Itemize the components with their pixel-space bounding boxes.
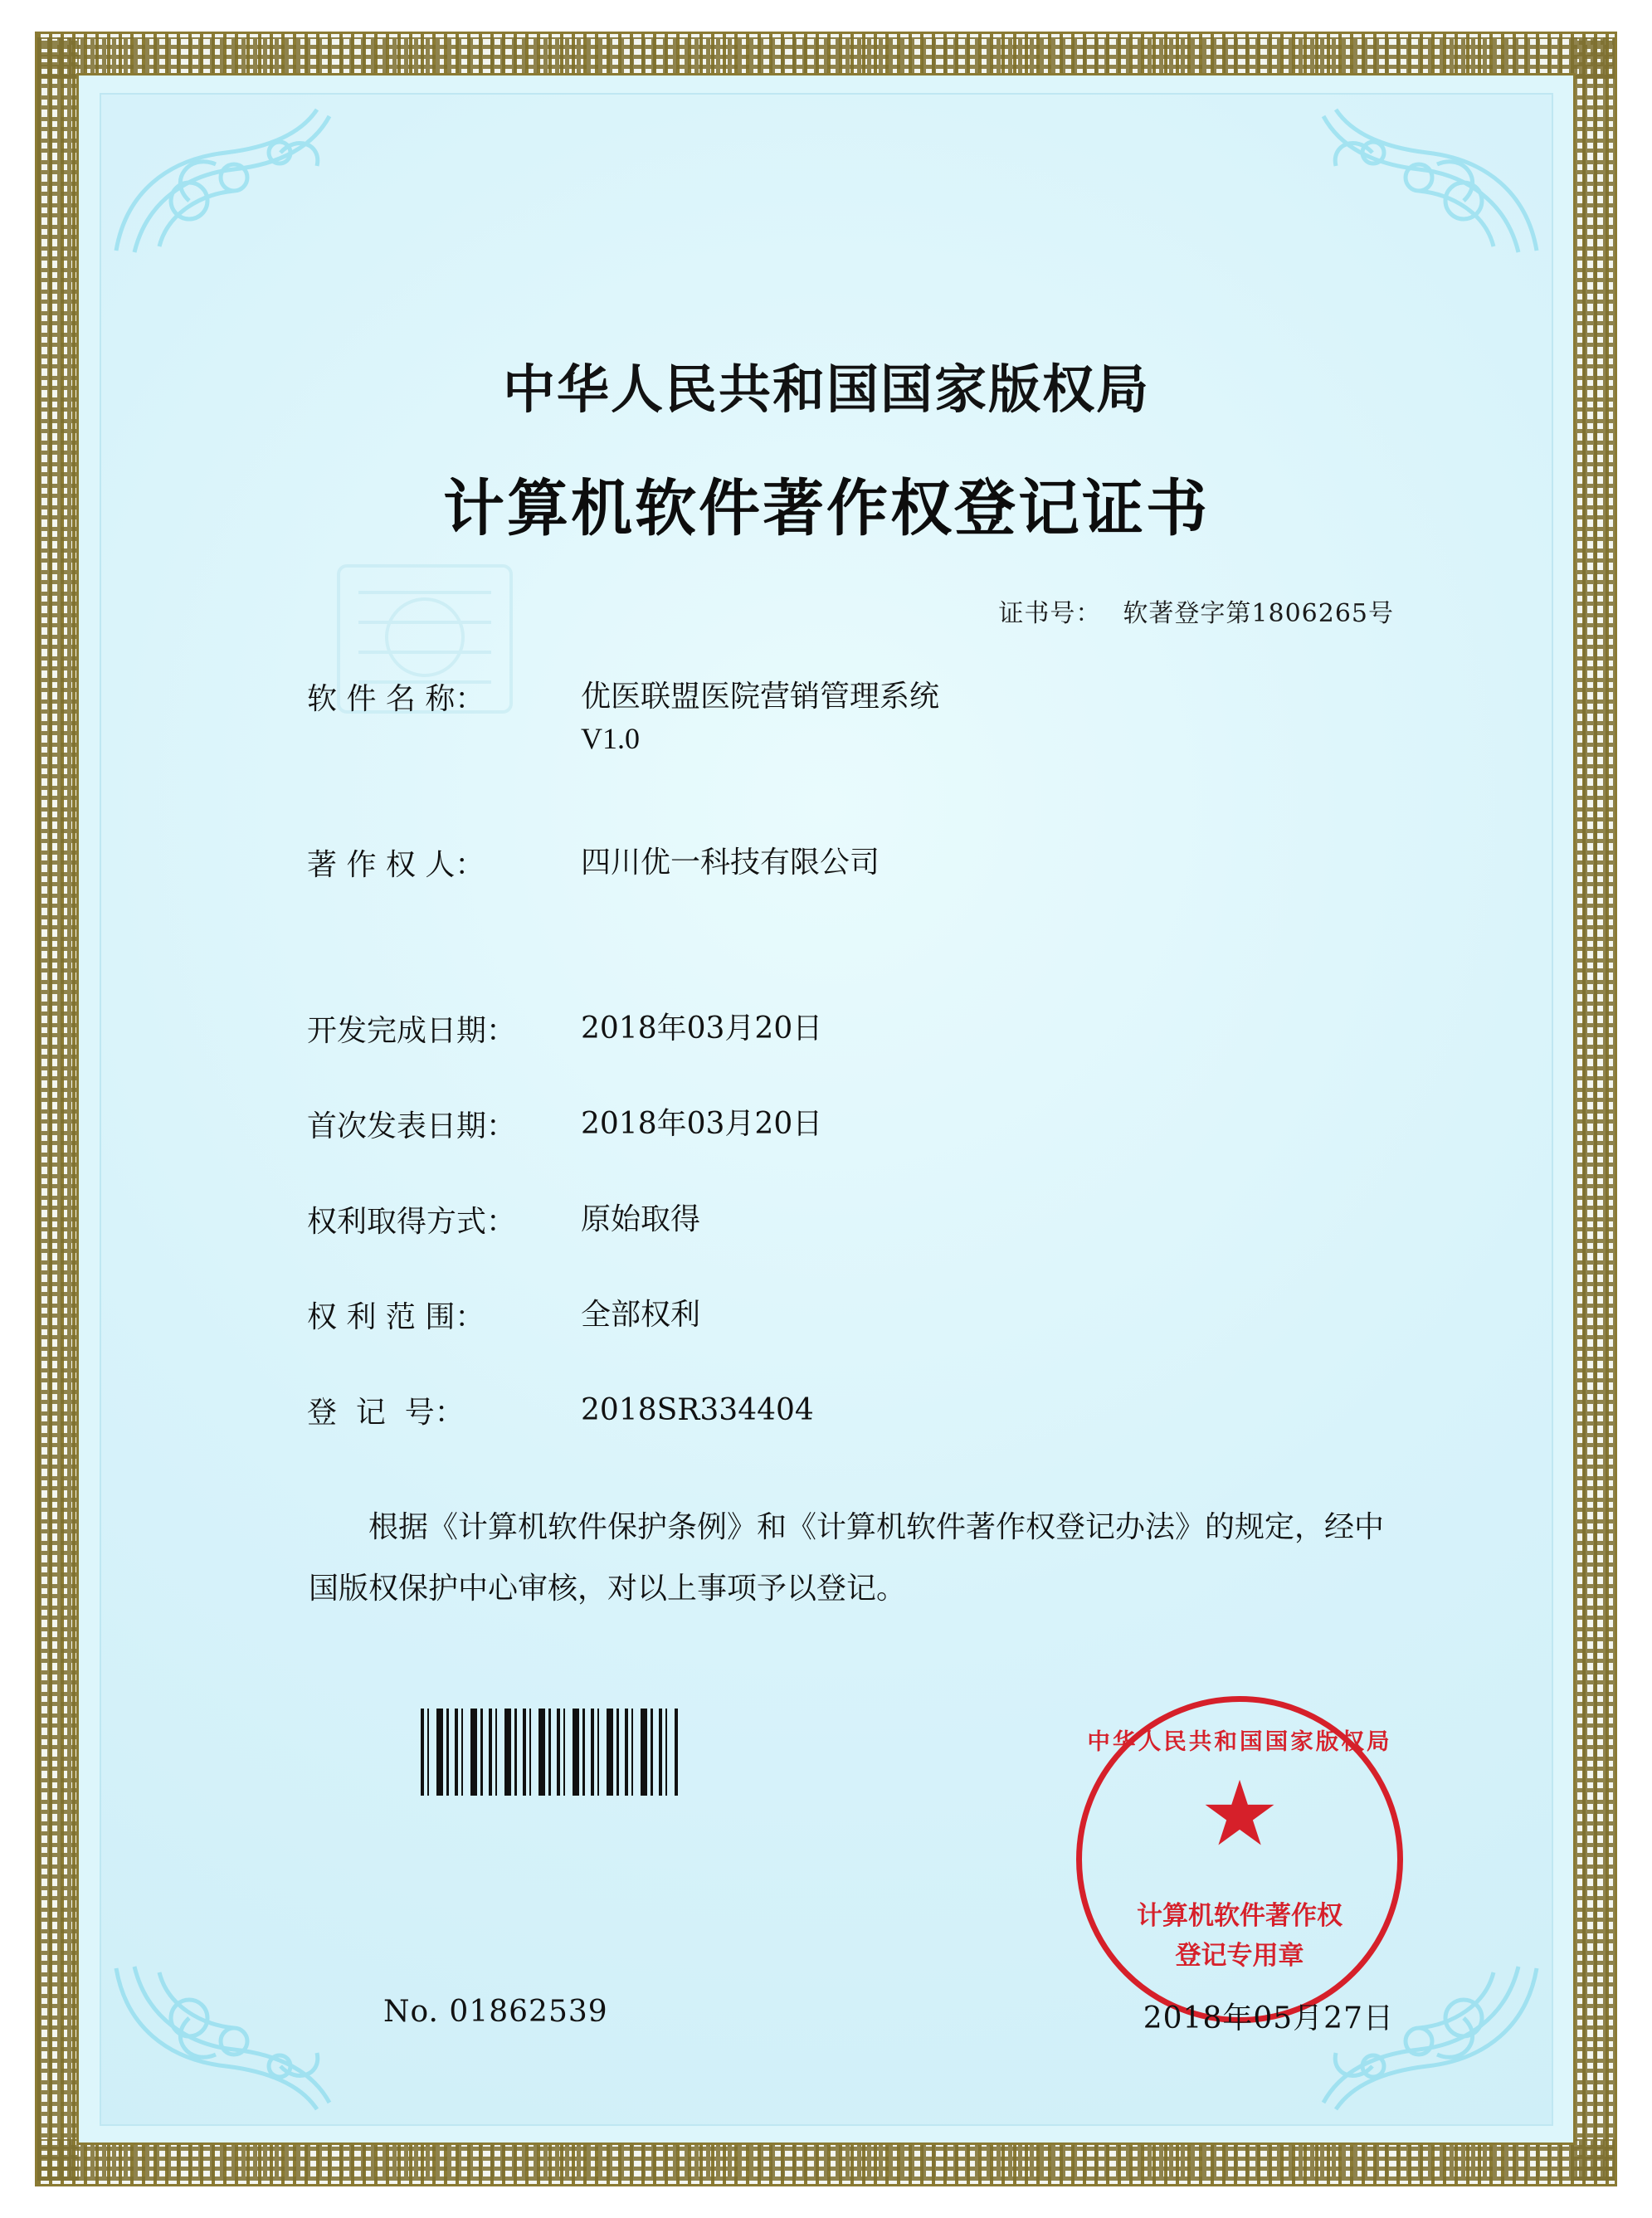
- field-copyright-owner-value: 四川优一科技有限公司: [581, 846, 880, 880]
- barcode: [421, 1709, 678, 1796]
- field-registration-number-value: 2018SR334404: [581, 1393, 814, 1427]
- field-rights-scope: [307, 1294, 700, 1336]
- field-rights-scope-label: 权 利 范 围：: [307, 1300, 485, 1334]
- field-development-date-value: 2018年03月20日: [581, 1012, 823, 1046]
- field-first-publish-date-value: 2018年03月20日: [581, 1107, 823, 1141]
- field-acquisition-method-value: 原始取得: [581, 1202, 701, 1236]
- corner-flourish-bottom-left-icon: [110, 1960, 358, 2118]
- field-first-publish-date-label: 首次发表日期：: [307, 1109, 517, 1143]
- field-software-name-value: [581, 675, 939, 760]
- issue-date: 2018年05月27日: [1143, 2001, 1394, 2035]
- statement-paragraph: 根据《计算机软件保护条例》和《计算机软件著作权登记办法》的规定，经中国版权保护中心审核，对以上事项予以登记。: [309, 1510, 1385, 1606]
- corner-flourish-top-right-icon: [1294, 101, 1543, 259]
- field-rights-scope-value: 全部权利: [581, 1298, 701, 1332]
- field-registration-number: [307, 1389, 814, 1431]
- certificate-number: [998, 592, 1394, 629]
- field-software-name-value-line2: V1.0: [581, 722, 640, 756]
- field-registration-number-label: 登 记 号：: [307, 1396, 465, 1430]
- corner-flourish-top-left-icon: [110, 101, 358, 259]
- field-acquisition-method-label: 权利取得方式：: [307, 1205, 517, 1239]
- field-development-date-label: 开发完成日期：: [307, 1014, 517, 1048]
- meander-band-left: [37, 37, 79, 2181]
- seal-line-2: 登记专用章: [1175, 1941, 1304, 1970]
- field-first-publish-date: [307, 1103, 822, 1145]
- meander-band-bottom: [37, 2139, 1615, 2181]
- field-development-date: [307, 1007, 822, 1050]
- field-copyright-owner-label: 著 作 权 人：: [307, 848, 485, 882]
- seal-arc-text: 中华人民共和国国家版权局: [1087, 1729, 1392, 1754]
- certificate-number-value: 软著登字第1806265号: [1123, 599, 1394, 628]
- field-software-name-label: 软 件 名 称：: [307, 682, 485, 716]
- official-seal: [1076, 1696, 1403, 2023]
- certificate-paper: [100, 93, 1553, 2126]
- field-software-name: [307, 675, 939, 760]
- serial-number: No. 01862539: [383, 1995, 608, 2029]
- certificate-number-label: 证书号：: [998, 599, 1102, 628]
- issuer-title: 中华人民共和国国家版权局: [503, 358, 1150, 420]
- seal-line-1: 计算机软件著作权: [1137, 1901, 1343, 1930]
- field-copyright-owner: [307, 841, 880, 884]
- field-acquisition-method: [307, 1198, 700, 1241]
- meander-band-right: [1573, 37, 1615, 2181]
- certificate-title: 计算机软件著作权登记证书: [443, 473, 1210, 544]
- seal-star-icon: ★: [1199, 1765, 1280, 1865]
- field-software-name-value-line1: 优医联盟医院营销管理系统: [581, 680, 940, 714]
